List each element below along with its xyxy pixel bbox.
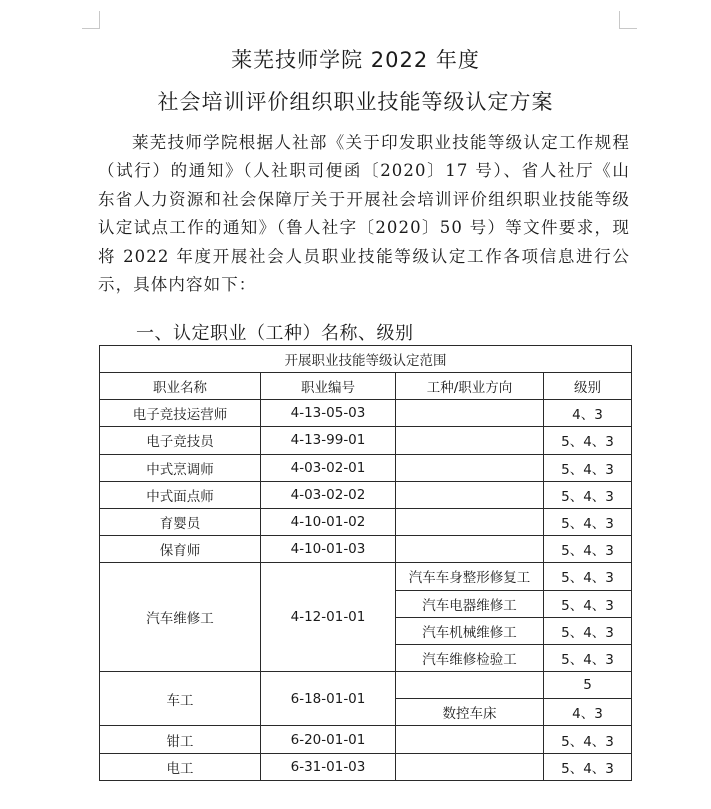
page-corner-mark-top-right [619, 11, 637, 29]
table-row [100, 508, 632, 535]
page-corner-mark-top-left [82, 11, 100, 29]
level-cell: 5、4、3 [544, 508, 632, 535]
table-row [100, 672, 632, 699]
table-caption: 开展职业技能等级认定范围 [100, 346, 632, 373]
table-row [100, 454, 632, 481]
level-cell: 5、4、3 [544, 454, 632, 481]
table-row [100, 427, 632, 454]
direction-cell [396, 753, 544, 780]
certification-scope-table [99, 345, 632, 781]
occupation-name-cell: 育婴员 [100, 508, 261, 535]
direction-cell: 汽车电器维修工 [396, 590, 544, 617]
occupation-code-cell: 4-10-01-03 [261, 536, 396, 563]
level-cell: 5、4、3 [544, 617, 632, 644]
direction-cell: 汽车维修检验工 [396, 644, 544, 671]
occupation-name-cell: 车工 [100, 672, 261, 726]
occupation-code-cell: 6-18-01-01 [261, 672, 396, 726]
table-row [100, 753, 632, 780]
section-heading: 一、认定职业（工种）名称、级别 [136, 323, 414, 344]
column-header: 职业名称 [100, 373, 261, 400]
level-cell: 5、4、3 [544, 481, 632, 508]
level-cell: 4、3 [544, 400, 632, 427]
direction-cell: 汽车车身整形修复工 [396, 563, 544, 590]
occupation-name-cell: 保育师 [100, 536, 261, 563]
table-row [100, 726, 632, 753]
direction-cell [396, 454, 544, 481]
occupation-name-cell: 钳工 [100, 726, 261, 753]
intro-paragraph: 莱芜技师学院根据人社部《关于印发职业技能等级认定工作规程（试行）的通知》（人社职司便函〔2020〕17 号）、省人社厅《山东省人力资源和社会保障厅关于开展社会培训评价组织职业技能等级认定试点工作的通知》（鲁人社字〔2020〕50 号）等文件要求，现将 2022 年度开展社会人员职业技能等级认定工作各项信息进行公示，具体内容如下： [98, 133, 630, 295]
occupation-code-cell: 6-31-01-03 [261, 753, 396, 780]
level-cell: 4、3 [544, 699, 632, 726]
direction-cell: 数控车床 [396, 699, 544, 726]
direction-cell: 汽车机械维修工 [396, 617, 544, 644]
level-cell: 5、4、3 [544, 753, 632, 780]
occupation-name-cell: 电子竞技员 [100, 427, 261, 454]
occupation-code-cell: 4-03-02-02 [261, 481, 396, 508]
table-row [100, 400, 632, 427]
direction-cell [396, 400, 544, 427]
direction-cell [396, 427, 544, 454]
direction-cell [396, 672, 544, 699]
occupation-name-cell: 电子竞技运营师 [100, 400, 261, 427]
occupation-name-cell: 电工 [100, 753, 261, 780]
table-row [100, 481, 632, 508]
occupation-code-cell: 4-13-05-03 [261, 400, 396, 427]
occupation-code-cell: 4-13-99-01 [261, 427, 396, 454]
occupation-code-cell: 4-03-02-01 [261, 454, 396, 481]
occupation-name-cell: 中式烹调师 [100, 454, 261, 481]
table-header-row [100, 373, 632, 400]
level-cell: 5、4、3 [544, 563, 632, 590]
occupation-code-cell: 4-12-01-01 [261, 563, 396, 672]
level-cell: 5、4、3 [544, 590, 632, 617]
table-row [100, 563, 632, 590]
column-header: 工种/职业方向 [396, 373, 544, 400]
occupation-code-cell: 6-20-01-01 [261, 726, 396, 753]
document-title-line2: 社会培训评价组织职业技能等级认定方案 [157, 90, 554, 114]
level-cell: 5、4、3 [544, 427, 632, 454]
occupation-name-cell: 汽车维修工 [100, 563, 261, 672]
table-row [100, 536, 632, 563]
column-header: 职业编号 [261, 373, 396, 400]
direction-cell [396, 481, 544, 508]
direction-cell [396, 536, 544, 563]
direction-cell [396, 726, 544, 753]
occupation-code-cell: 4-10-01-02 [261, 508, 396, 535]
direction-cell [396, 508, 544, 535]
level-cell: 5、4、3 [544, 536, 632, 563]
level-cell: 5 [544, 672, 632, 699]
column-header: 级别 [544, 373, 632, 400]
occupation-name-cell: 中式面点师 [100, 481, 261, 508]
level-cell: 5、4、3 [544, 644, 632, 671]
document-title-line1: 莱芜技师学院 2022 年度 [231, 48, 480, 72]
level-cell: 5、4、3 [544, 726, 632, 753]
table-caption-row [100, 346, 632, 373]
